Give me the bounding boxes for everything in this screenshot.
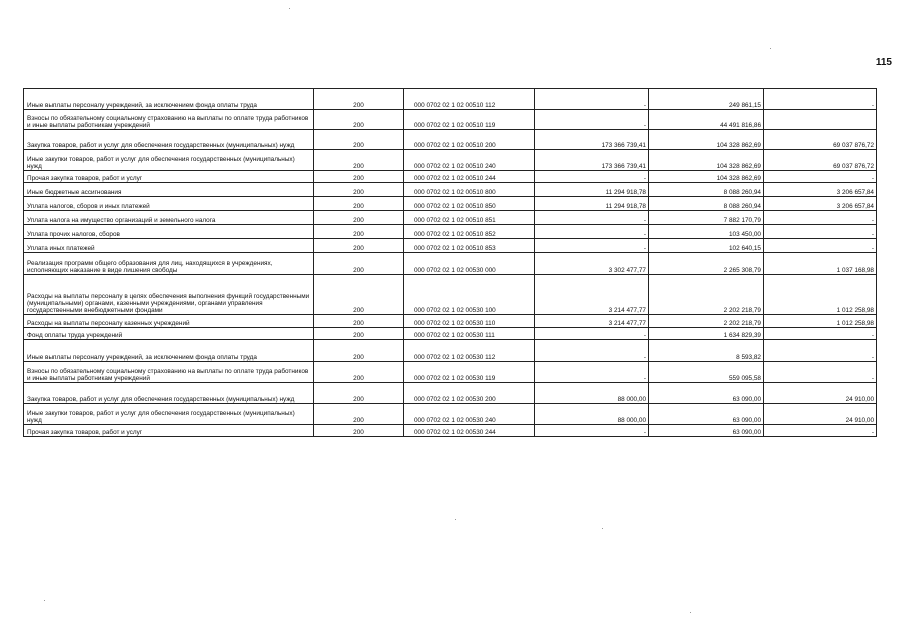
executed-amount-cell: 44 491 816,86 <box>649 110 764 130</box>
unexecuted-amount-cell: - <box>764 340 877 362</box>
budget-code-cell: 000 0702 02 1 02 00530 119 <box>404 362 535 383</box>
row-name-cell: Расходы на выплаты персоналу казенных учреждений <box>24 315 314 328</box>
unexecuted-amount-cell: 1 037 168,98 <box>764 253 877 275</box>
row-name-cell: Иные бюджетные ассигнования <box>24 183 314 197</box>
row-name-cell: Прочая закупка товаров, работ и услуг <box>24 425 314 437</box>
scan-speck <box>602 528 603 529</box>
budget-code-cell: 000 0702 02 1 02 00510 853 <box>404 239 535 253</box>
approved-amount-cell: 11 294 918,78 <box>535 183 649 197</box>
line-code-cell: 200 <box>314 197 404 211</box>
approved-amount-cell: - <box>535 171 649 183</box>
row-name-cell: Иные выплаты персоналу учреждений, за исключением фонда оплаты труда <box>24 340 314 362</box>
unexecuted-amount-cell <box>764 110 877 130</box>
executed-amount-cell: 2 202 218,79 <box>649 275 764 315</box>
line-code-cell: 200 <box>314 89 404 110</box>
budget-execution-table <box>23 88 877 437</box>
line-code-cell: 200 <box>314 171 404 183</box>
table-row <box>24 404 877 425</box>
line-code-cell: 200 <box>314 425 404 437</box>
budget-code-cell: 000 0702 02 1 02 00530 110 <box>404 315 535 328</box>
approved-amount-cell: 173 366 739,41 <box>535 150 649 171</box>
unexecuted-amount-cell: 3 206 657,84 <box>764 197 877 211</box>
executed-amount-cell: 559 095,58 <box>649 362 764 383</box>
budget-code-cell: 000 0702 02 1 02 00530 000 <box>404 253 535 275</box>
table-row <box>24 239 877 253</box>
budget-code-cell: 000 0702 02 1 02 00530 200 <box>404 383 535 404</box>
scan-speck <box>690 612 691 613</box>
table-row <box>24 211 877 225</box>
unexecuted-amount-cell: 24 910,00 <box>764 404 877 425</box>
approved-amount-cell: - <box>535 239 649 253</box>
unexecuted-amount-cell: 69 037 876,72 <box>764 130 877 150</box>
table-row <box>24 150 877 171</box>
row-name-cell: Фонд оплаты труда учреждений <box>24 328 314 340</box>
budget-code-cell: 000 0702 02 1 02 00530 240 <box>404 404 535 425</box>
executed-amount-cell: 8 593,82 <box>649 340 764 362</box>
table-row <box>24 328 877 340</box>
executed-amount-cell: 2 265 308,79 <box>649 253 764 275</box>
budget-code-cell: 000 0702 02 1 02 00510 244 <box>404 171 535 183</box>
budget-code-cell: 000 0702 02 1 02 00530 111 <box>404 328 535 340</box>
executed-amount-cell: 104 328 862,69 <box>649 130 764 150</box>
unexecuted-amount-cell: 69 037 876,72 <box>764 150 877 171</box>
table-row <box>24 362 877 383</box>
unexecuted-amount-cell: 3 206 657,84 <box>764 183 877 197</box>
approved-amount-cell: - <box>535 340 649 362</box>
approved-amount-cell: - <box>535 211 649 225</box>
executed-amount-cell: 7 882 170,79 <box>649 211 764 225</box>
unexecuted-amount-cell: 1 012 258,98 <box>764 315 877 328</box>
line-code-cell: 200 <box>314 253 404 275</box>
row-name-cell: Взносы по обязательному социальному страхованию на выплаты по оплате труда работников и иные выплаты работникам учреждений <box>24 110 314 130</box>
table-row <box>24 130 877 150</box>
row-name-cell: Закупка товаров, работ и услуг для обеспечения государственных (муниципальных) нужд <box>24 130 314 150</box>
line-code-cell: 200 <box>314 275 404 315</box>
budget-code-cell: 000 0702 02 1 02 00510 850 <box>404 197 535 211</box>
table-row <box>24 89 877 110</box>
executed-amount-cell: 103 450,00 <box>649 225 764 239</box>
unexecuted-amount-cell: - <box>764 89 877 110</box>
line-code-cell: 200 <box>314 340 404 362</box>
unexecuted-amount-cell: - <box>764 171 877 183</box>
table-row <box>24 383 877 404</box>
scan-speck <box>289 8 290 9</box>
budget-code-cell: 000 0702 02 1 02 00510 200 <box>404 130 535 150</box>
budget-code-cell: 000 0702 02 1 02 00510 119 <box>404 110 535 130</box>
row-name-cell: Закупка товаров, работ и услуг для обеспечения государственных (муниципальных) нужд <box>24 383 314 404</box>
approved-amount-cell: 3 302 477,77 <box>535 253 649 275</box>
table-row <box>24 315 877 328</box>
approved-amount-cell: - <box>535 362 649 383</box>
executed-amount-cell: 8 088 260,94 <box>649 183 764 197</box>
executed-amount-cell: 2 202 218,79 <box>649 315 764 328</box>
line-code-cell: 200 <box>314 183 404 197</box>
page-number: 115 <box>875 57 892 68</box>
row-name-cell: Уплата прочих налогов, сборов <box>24 225 314 239</box>
approved-amount-cell: 88 000,00 <box>535 383 649 404</box>
row-name-cell: Прочая закупка товаров, работ и услуг <box>24 171 314 183</box>
line-code-cell: 200 <box>314 239 404 253</box>
row-name-cell: Взносы по обязательному социальному страхованию на выплаты по оплате труда работников и иные выплаты работникам учреждений <box>24 362 314 383</box>
executed-amount-cell: 8 088 260,94 <box>649 197 764 211</box>
table-row <box>24 197 877 211</box>
budget-code-cell: 000 0702 02 1 02 00510 240 <box>404 150 535 171</box>
budget-code-cell: 000 0702 02 1 02 00510 852 <box>404 225 535 239</box>
unexecuted-amount-cell: - <box>764 211 877 225</box>
row-name-cell: Реализация программ общего образования для лиц, находящихся в учреждениях, исполняющих наказание в виде лишения свободы <box>24 253 314 275</box>
row-name-cell: Уплата иных платежей <box>24 239 314 253</box>
line-code-cell: 200 <box>314 225 404 239</box>
executed-amount-cell: 102 640,15 <box>649 239 764 253</box>
budget-code-cell: 000 0702 02 1 02 00530 112 <box>404 340 535 362</box>
scan-speck <box>770 48 771 49</box>
line-code-cell: 200 <box>314 362 404 383</box>
table-row <box>24 275 877 315</box>
unexecuted-amount-cell: - <box>764 328 877 340</box>
approved-amount-cell: - <box>535 328 649 340</box>
approved-amount-cell: 173 366 739,41 <box>535 130 649 150</box>
scan-speck <box>44 600 45 601</box>
table-row <box>24 171 877 183</box>
table-row <box>24 183 877 197</box>
line-code-cell: 200 <box>314 404 404 425</box>
table-row <box>24 110 877 130</box>
table-row <box>24 253 877 275</box>
row-name-cell: Иные выплаты персоналу учреждений, за исключением фонда оплаты труда <box>24 89 314 110</box>
scan-speck <box>455 519 456 520</box>
executed-amount-cell: 63 090,00 <box>649 383 764 404</box>
executed-amount-cell: 249 861,15 <box>649 89 764 110</box>
unexecuted-amount-cell: - <box>764 239 877 253</box>
unexecuted-amount-cell: 24 910,00 <box>764 383 877 404</box>
approved-amount-cell: - <box>535 225 649 239</box>
approved-amount-cell: 3 214 477,77 <box>535 275 649 315</box>
approved-amount-cell: 88 000,00 <box>535 404 649 425</box>
table-row <box>24 225 877 239</box>
budget-code-cell: 000 0702 02 1 02 00510 112 <box>404 89 535 110</box>
approved-amount-cell: - <box>535 89 649 110</box>
budget-code-cell: 000 0702 02 1 02 00530 244 <box>404 425 535 437</box>
line-code-cell: 200 <box>314 383 404 404</box>
line-code-cell: 200 <box>314 328 404 340</box>
approved-amount-cell: 11 294 918,78 <box>535 197 649 211</box>
line-code-cell: 200 <box>314 130 404 150</box>
budget-code-cell: 000 0702 02 1 02 00530 100 <box>404 275 535 315</box>
line-code-cell: 200 <box>314 315 404 328</box>
budget-code-cell: 000 0702 02 1 02 00510 851 <box>404 211 535 225</box>
executed-amount-cell: 63 090,00 <box>649 404 764 425</box>
row-name-cell: Иные закупки товаров, работ и услуг для обеспечения государственных (муниципальных) нужд <box>24 150 314 171</box>
executed-amount-cell: 1 634 829,39 <box>649 328 764 340</box>
approved-amount-cell: - <box>535 110 649 130</box>
executed-amount-cell: 104 328 862,69 <box>649 171 764 183</box>
unexecuted-amount-cell: 1 012 258,98 <box>764 275 877 315</box>
unexecuted-amount-cell: - <box>764 425 877 437</box>
line-code-cell: 200 <box>314 211 404 225</box>
table-row <box>24 340 877 362</box>
approved-amount-cell: 3 214 477,77 <box>535 315 649 328</box>
table-row <box>24 425 877 437</box>
line-code-cell: 200 <box>314 110 404 130</box>
row-name-cell: Уплата налогов, сборов и иных платежей <box>24 197 314 211</box>
executed-amount-cell: 104 328 862,69 <box>649 150 764 171</box>
unexecuted-amount-cell: - <box>764 362 877 383</box>
row-name-cell: Расходы на выплаты персоналу в целях обеспечения выполнения функций государственными (муниципальными) органами, казенными учреждениями, органами управления государственными внебюджетными фондами <box>24 275 314 315</box>
approved-amount-cell: - <box>535 425 649 437</box>
row-name-cell: Уплата налога на имущество организаций и земельного налога <box>24 211 314 225</box>
budget-code-cell: 000 0702 02 1 02 00510 800 <box>404 183 535 197</box>
unexecuted-amount-cell: - <box>764 225 877 239</box>
line-code-cell: 200 <box>314 150 404 171</box>
row-name-cell: Иные закупки товаров, работ и услуг для обеспечения государственных (муниципальных) нужд <box>24 404 314 425</box>
executed-amount-cell: 63 090,00 <box>649 425 764 437</box>
